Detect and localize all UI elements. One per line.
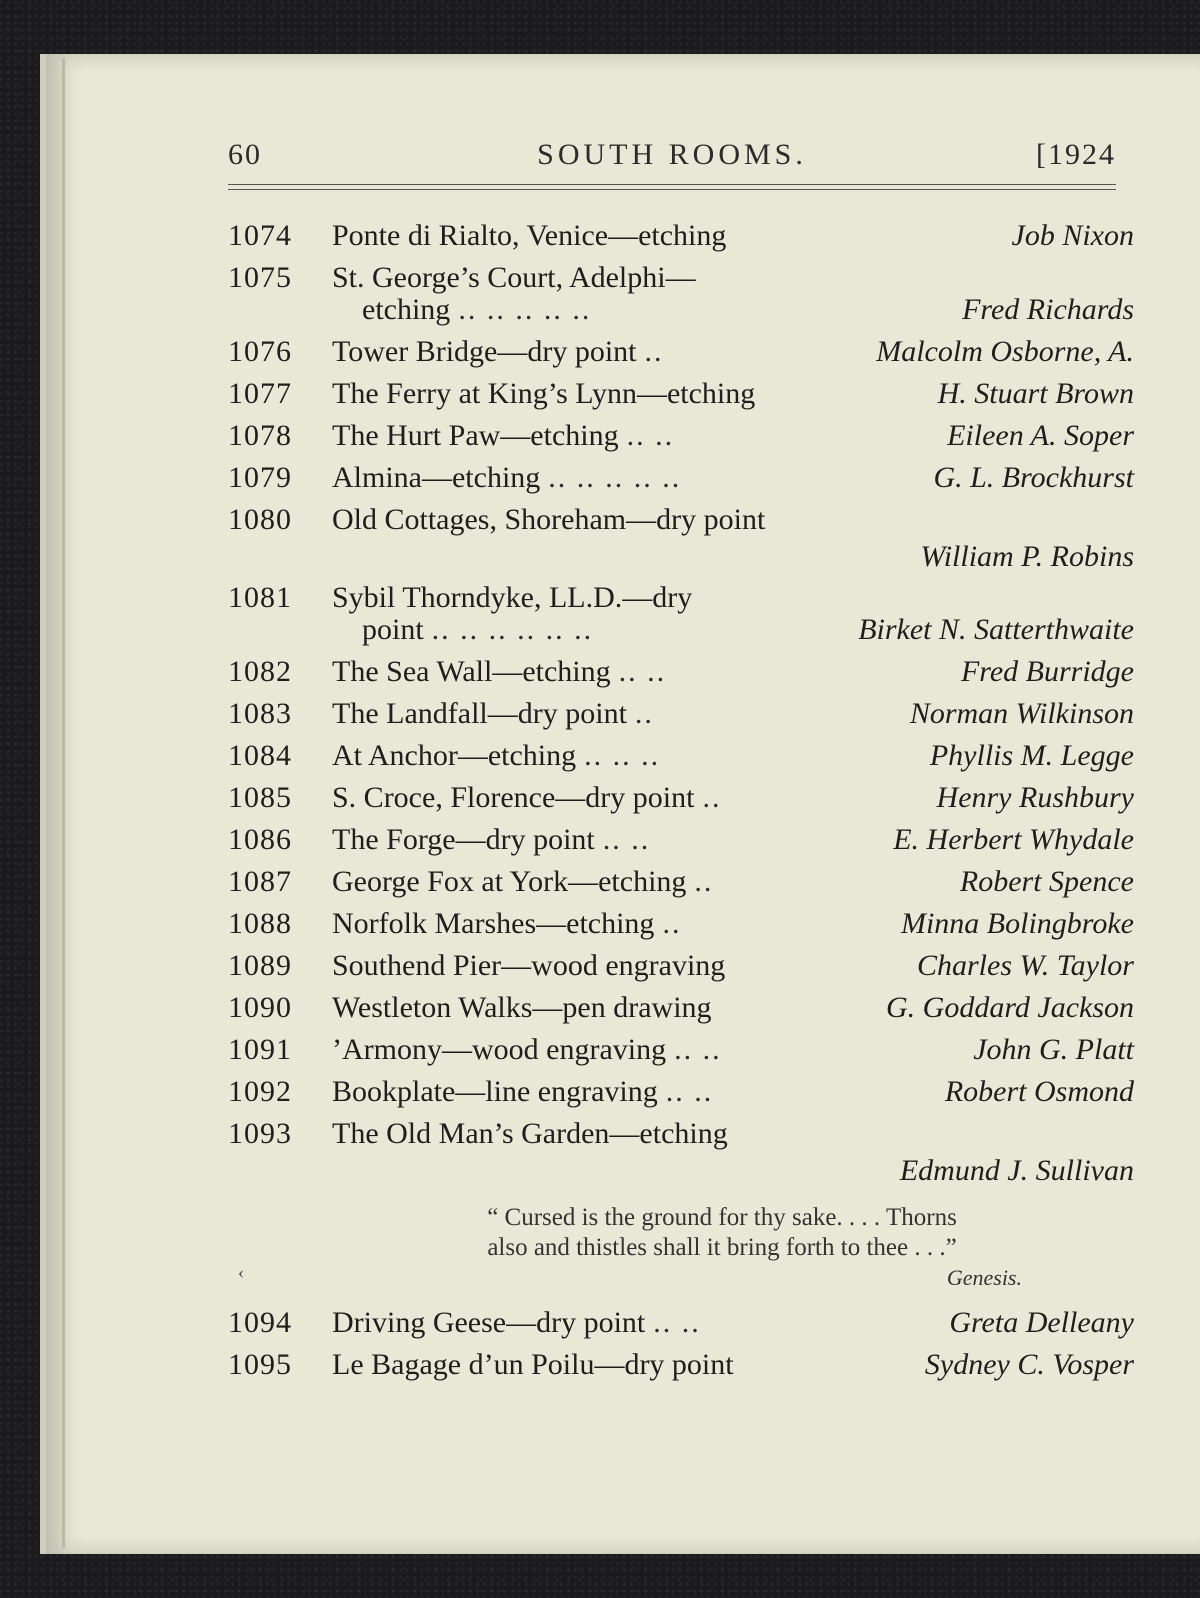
entry-artist: Robert Osmond	[944, 1075, 1134, 1108]
catalogue-entry	[228, 215, 1134, 257]
entry-title: The Sea Wall—etching	[332, 655, 611, 688]
entry-leader: ..	[634, 697, 654, 730]
entry-leader: .. .. .. .. ..	[548, 461, 682, 494]
catalogue-entry	[228, 693, 1134, 735]
page-title: SOUTH ROOMS.	[537, 138, 807, 171]
catalogue-entry	[228, 987, 1134, 1029]
entry-leader: ..	[662, 907, 682, 940]
page-year: [1924	[1036, 138, 1116, 171]
entry-number: 1089	[228, 949, 292, 982]
catalogue-entry	[228, 735, 1134, 777]
catalogue-entry	[228, 1029, 1134, 1071]
entry-title: The Old Man’s Garden—etching	[332, 1117, 728, 1150]
page-header	[228, 138, 1116, 178]
entry-title: Old Cottages, Shoreham—dry point	[332, 503, 766, 536]
catalogue-entry	[228, 1344, 1134, 1386]
page-number: 60	[228, 138, 262, 171]
catalogue-entries	[228, 215, 1134, 1187]
entry-number: 1078	[228, 419, 292, 452]
quote-source: Genesis.	[946, 1265, 1022, 1290]
entry-artist: Edmund J. Sullivan	[899, 1154, 1134, 1187]
catalogue-entry	[228, 1071, 1134, 1113]
entry-title: Tower Bridge—dry point	[332, 335, 637, 368]
entry-number: 1081	[228, 581, 292, 614]
quote-line: also and thistles shall it bring forth to thee . . .”	[487, 1234, 957, 1261]
entry-number: 1093	[228, 1117, 292, 1150]
entry-title: Westleton Walks—pen drawing	[332, 991, 712, 1024]
entry-title: At Anchor—etching	[332, 739, 577, 772]
catalogue-entry	[228, 819, 1134, 861]
entry-leader: .. ..	[602, 823, 651, 856]
epigraph-quote	[372, 1203, 1112, 1293]
entry-title: Almina—etching	[332, 461, 541, 494]
entry-number: 1075	[228, 261, 292, 294]
entry-leader: .. ..	[626, 419, 675, 452]
entry-title: Bookplate—line engraving	[332, 1075, 658, 1108]
entry-artist: Job Nixon	[1011, 219, 1134, 252]
entry-title: Le Bagage d’un Poilu—dry point	[332, 1348, 734, 1381]
entry-artist: Greta Delleany	[949, 1306, 1134, 1339]
entry-number: 1082	[228, 655, 292, 688]
catalogue-entry	[228, 257, 1134, 331]
entry-title: Sybil Thorndyke, LL.D.—dry	[332, 581, 693, 614]
entry-number: 1094	[228, 1306, 292, 1339]
entry-number: 1079	[228, 461, 292, 494]
entry-number: 1095	[228, 1348, 292, 1381]
page-edge	[62, 58, 65, 1548]
entry-title: The Ferry at King’s Lynn—etching	[332, 377, 756, 410]
entry-title: Ponte di Rialto, Venice—etching	[332, 219, 727, 252]
entry-leader: .. ..	[653, 1306, 701, 1339]
catalogue-entry	[228, 373, 1134, 415]
entry-title: Norfolk Marshes—etching	[332, 907, 655, 940]
entry-title: Southend Pier—wood engraving	[332, 949, 726, 982]
entry-artist: Robert Spence	[959, 865, 1134, 898]
entry-number: 1083	[228, 697, 292, 730]
entry-number: 1086	[228, 823, 292, 856]
entry-number: 1074	[228, 219, 292, 252]
entry-leader: .. ..	[618, 655, 667, 688]
entry-artist: H. Stuart Brown	[937, 377, 1134, 410]
entry-artist: Norman Wilkinson	[909, 697, 1134, 730]
entry-leader: ..	[644, 335, 664, 368]
entry-number: 1087	[228, 865, 292, 898]
catalogue-entries-continued	[228, 1302, 1134, 1386]
entry-artist: Charles W. Taylor	[916, 949, 1134, 982]
catalogue-entry	[228, 861, 1134, 903]
entry-artist: Eileen A. Soper	[947, 419, 1134, 452]
entry-artist: Henry Rushbury	[936, 781, 1134, 814]
entry-artist: Malcolm Osborne, A.	[876, 335, 1134, 368]
entry-artist: G. L. Brockhurst	[933, 461, 1134, 494]
entry-artist: Fred Richards	[962, 293, 1134, 326]
entry-title: The Landfall—dry point	[332, 697, 627, 730]
entry-leader: .. ..	[674, 1033, 722, 1066]
catalogue-entry	[228, 499, 1134, 573]
entry-artist: Fred Burridge	[960, 655, 1134, 688]
entry-artist: E. Herbert Whydale	[893, 823, 1134, 856]
entry-number: 1092	[228, 1075, 292, 1108]
quote-line: “ Cursed is the ground for thy sake. . . . Thorns	[487, 1204, 957, 1231]
entry-number: 1085	[228, 781, 292, 814]
entry-title-continued: etching	[362, 293, 451, 326]
header-rule	[228, 184, 1116, 190]
entry-artist: Minna Bolingbroke	[900, 907, 1134, 940]
entry-title-continued: point	[362, 613, 424, 646]
entry-artist: Phyllis M. Legge	[929, 739, 1134, 772]
entry-leader: .. .. .. .. .. ..	[431, 613, 594, 646]
entry-title: ’Armony—wood engraving	[332, 1033, 667, 1066]
entry-leader: .. .. ..	[584, 739, 661, 772]
entry-artist: Sydney C. Vosper	[924, 1348, 1134, 1381]
margin-mark: ‹	[238, 1262, 244, 1282]
entry-number: 1091	[228, 1033, 292, 1066]
entry-artist: William P. Robins	[920, 540, 1134, 573]
entry-title: The Forge—dry point	[332, 823, 595, 856]
catalogue-entry	[228, 903, 1134, 945]
entry-leader: ..	[694, 865, 714, 898]
entry-number: 1080	[228, 503, 292, 536]
entry-title: The Hurt Paw—etching	[332, 419, 619, 452]
entry-artist: John G. Platt	[973, 1033, 1134, 1066]
catalogue-entry	[228, 1113, 1134, 1187]
entry-number: 1084	[228, 739, 292, 772]
catalogue-entry	[228, 331, 1134, 373]
entry-number: 1076	[228, 335, 292, 368]
entry-leader: ..	[702, 781, 722, 814]
entry-artist: G. Goddard Jackson	[885, 991, 1134, 1024]
entry-artist: Birket N. Satterthwaite	[858, 613, 1134, 646]
entry-leader: .. .. .. .. ..	[458, 293, 592, 326]
catalogue-entry	[228, 457, 1134, 499]
entry-title: S. Croce, Florence—dry point	[332, 781, 695, 814]
entry-title: Driving Geese—dry point	[332, 1306, 646, 1339]
catalogue-entry	[228, 577, 1134, 651]
entry-number: 1090	[228, 991, 292, 1024]
catalogue-entry	[228, 415, 1134, 457]
entry-title: George Fox at York—etching	[332, 865, 687, 898]
catalogue-entry	[228, 1302, 1134, 1344]
entry-title: St. George’s Court, Adelphi—	[332, 261, 696, 294]
entry-number: 1088	[228, 907, 292, 940]
catalogue-entry	[228, 651, 1134, 693]
catalogue-entry	[228, 777, 1134, 819]
catalogue-entry	[228, 945, 1134, 987]
entry-leader: .. ..	[665, 1075, 714, 1108]
entry-number: 1077	[228, 377, 292, 410]
